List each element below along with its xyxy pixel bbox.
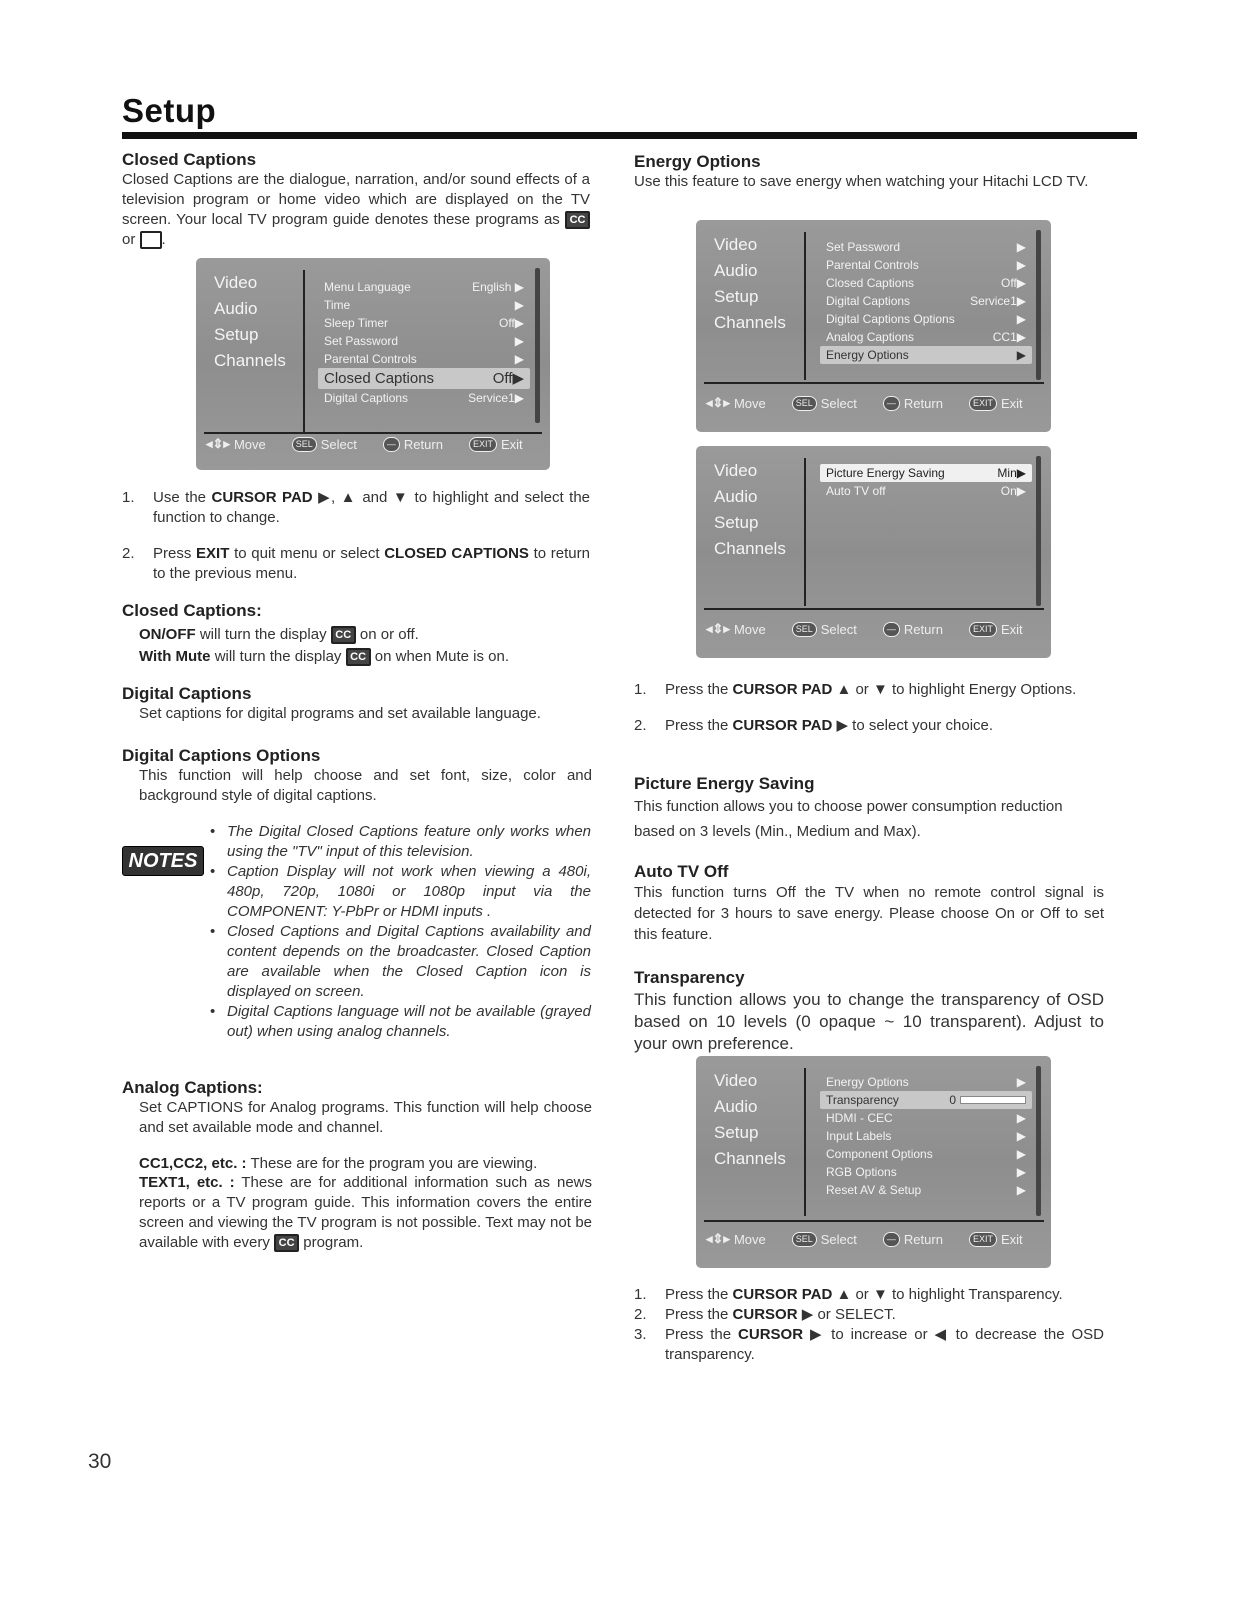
transparency-step-2: 2. Press the CURSOR ▶ or SELECT.: [634, 1306, 896, 1323]
return-key-icon: —: [883, 1232, 900, 1247]
osd-main-setup[interactable]: Setup: [214, 325, 259, 344]
osd-main-menu: [214, 270, 286, 374]
osd-item[interactable]: Set Password ▶: [826, 240, 1026, 254]
cursor-icon: ◂⇕▸: [706, 621, 730, 636]
auto-tv-off-heading: Auto TV Off: [634, 862, 729, 881]
osd-submenu: [318, 278, 530, 407]
osd-item[interactable]: Digital Captions Service1▶: [826, 294, 1026, 308]
energy-options-heading: Energy Options: [634, 152, 761, 171]
osd-submenu: [820, 1073, 1032, 1199]
osd-scrollbar[interactable]: [1036, 230, 1041, 380]
transparency-steps: [634, 1285, 1104, 1365]
osd-main-setup[interactable]: Setup: [714, 513, 759, 532]
exit-hint: EXIT Exit: [969, 1232, 1023, 1247]
energy-options-text: Use this feature to save energy when watching your Hitachi LCD TV.: [634, 173, 1089, 190]
title-rule: [122, 132, 1137, 139]
energy-step-1: 1. Press the CURSOR PAD ▲ or ▼ to highlight Energy Options.: [634, 681, 1077, 698]
osd-scrollbar[interactable]: [1036, 1066, 1041, 1216]
cc-intro-text: Closed Captions are the dialogue, narration, and/or sound effects of a television program or home video which are displayed on the TV screen. Your local TV program guide denotes these programs: [122, 171, 590, 228]
osd-item[interactable]: Parental Controls ▶: [324, 352, 524, 366]
osd-footer: [706, 1231, 1023, 1247]
digital-captions-options-text: This function will help choose and set font, size, color and background style of digital captions.: [139, 767, 592, 804]
return-hint: — Return: [883, 1232, 943, 1247]
exit-hint: EXIT Exit: [969, 396, 1023, 411]
digital-captions-text: Set captions for digital programs and set available language.: [139, 705, 541, 722]
osd-footer-line: [704, 382, 1044, 384]
osd-item[interactable]: Input Labels ▶: [826, 1129, 1026, 1143]
text1-description: TEXT1, etc. : These are for additional information such as news reports or a TV program guide. This information covers the entire screen and viewing the TV program is not possible. Text may not be available with every CC program.: [139, 1174, 592, 1251]
transparency-slider[interactable]: [960, 1096, 1026, 1104]
analog-captions-heading: Analog Captions:: [122, 1078, 263, 1097]
osd-footer: [706, 395, 1023, 411]
analog-captions-text: Set CAPTIONS for Analog programs. This function will help choose and set available mode and channel.: [139, 1099, 592, 1136]
page-number: 30: [88, 1450, 112, 1473]
cc-icon: CC: [565, 211, 590, 229]
osd-menu-picture-energy: [696, 446, 1051, 658]
osd-item-selected[interactable]: Closed Captions Off▶: [318, 368, 530, 389]
cc-or-text: or: [122, 231, 136, 248]
osd-item[interactable]: Closed Captions Off▶: [826, 276, 1026, 290]
osd-main-channels[interactable]: Channels: [714, 539, 786, 558]
with-mute-line: With Mute will turn the display CC on when Mute is on.: [139, 648, 510, 665]
exit-key-icon: EXIT: [469, 437, 497, 452]
osd-footer: [206, 436, 523, 452]
return-hint: — Return: [883, 396, 943, 411]
osd-scrollbar[interactable]: [535, 268, 540, 423]
osd-main-audio[interactable]: Audio: [214, 299, 258, 318]
caption-box-icon: [140, 231, 162, 249]
osd-main-menu: [714, 458, 786, 562]
return-key-icon: —: [883, 622, 900, 637]
transparency-step-3: 3. Press the CURSOR ▶ to increase or ◀ to decrease the OSD transparency.: [634, 1326, 1105, 1363]
cc-icon: CC: [274, 1234, 299, 1252]
exit-hint: EXIT Exit: [969, 622, 1023, 637]
osd-item[interactable]: Menu Language English ▶: [324, 280, 524, 294]
picture-energy-saving-text: This function allows you to choose power consumption reduction based on 3 levels (Min., Medium and Max).: [634, 798, 1063, 840]
osd-menu-closed-captions: [196, 258, 550, 470]
osd-divider: [804, 232, 806, 380]
note-item: • Digital Captions language will not be available (grayed out) when using analog channels.: [210, 1002, 591, 1042]
osd-item[interactable]: Reset AV & Setup ▶: [826, 1183, 1026, 1197]
osd-item[interactable]: Energy Options ▶: [826, 1075, 1026, 1089]
cc-step-1: 1. Use the CURSOR PAD ▶, ▲ and ▼ to highlight and select the function to change.: [122, 489, 591, 526]
return-key-icon: —: [883, 396, 900, 411]
closed-captions-options: [122, 624, 592, 668]
notes-badge: NOTES: [122, 846, 204, 876]
cursor-icon: ◂⇕▸: [206, 436, 230, 451]
notes-list: [210, 822, 591, 1042]
osd-main-audio[interactable]: Audio: [714, 261, 758, 280]
return-hint: — Return: [383, 437, 443, 452]
osd-main-video[interactable]: Video: [714, 1071, 758, 1090]
auto-tv-off-text: This function turns Off the TV when no remote control signal is detected for 3 hours to save energy. Please choose On or Off to set this feature.: [634, 884, 1104, 943]
osd-main-channels[interactable]: Channels: [714, 1149, 786, 1168]
osd-main-audio[interactable]: Audio: [714, 1097, 758, 1116]
osd-item[interactable]: Analog Captions CC1▶: [826, 330, 1026, 344]
osd-item[interactable]: Sleep Timer Off▶: [324, 316, 524, 330]
sel-key-icon: SEL: [792, 1232, 817, 1247]
osd-divider: [804, 458, 806, 606]
cc-steps: [122, 488, 590, 584]
energy-step-2: 2. Press the CURSOR PAD ▶ to select your choice.: [634, 717, 994, 734]
cc-icon: CC: [331, 626, 356, 644]
osd-item[interactable]: Auto TV off On▶: [826, 484, 1026, 498]
osd-main-setup[interactable]: Setup: [714, 1123, 759, 1142]
osd-main-video[interactable]: Video: [214, 273, 258, 292]
osd-item[interactable]: Set Password ▶: [324, 334, 524, 348]
return-key-icon: —: [383, 437, 400, 452]
osd-main-menu: [714, 1068, 786, 1172]
sel-key-icon: SEL: [792, 622, 817, 637]
osd-item-selected[interactable]: Energy Options ▶: [820, 346, 1032, 364]
osd-main-video[interactable]: Video: [714, 235, 758, 254]
select-hint: SEL Select: [292, 437, 357, 452]
osd-item[interactable]: HDMI - CEC ▶: [826, 1111, 1026, 1125]
osd-item[interactable]: Digital Captions Options ▶: [826, 312, 1026, 326]
osd-divider: [804, 1068, 806, 1216]
osd-footer: [706, 621, 1023, 637]
energy-steps: [634, 680, 1104, 736]
onoff-line: ON/OFF will turn the display CC on or off.: [139, 626, 419, 643]
osd-main-channels[interactable]: Channels: [714, 313, 786, 332]
picture-energy-saving-heading: Picture Energy Saving: [634, 774, 815, 793]
osd-footer-line: [704, 1220, 1044, 1222]
osd-main-audio[interactable]: Audio: [714, 487, 758, 506]
osd-item[interactable]: Time ▶: [324, 298, 524, 312]
note-item: • Closed Captions and Digital Captions availability and content depends on the broadcaster. Closed Caption are available when the Closed Caption icon is displayed on screen.: [210, 922, 591, 1002]
osd-item[interactable]: Digital Captions Service1▶: [324, 391, 524, 405]
transparency-heading: Transparency: [634, 968, 745, 987]
cursor-icon: ◂⇕▸: [706, 395, 730, 410]
move-hint: ◂⇕▸ Move: [706, 621, 766, 637]
closed-captions-sub-heading: Closed Captions:: [122, 601, 262, 620]
closed-captions-heading: Closed Captions: [122, 150, 257, 169]
cc-step-2: 2. Press EXIT to quit menu or select CLOSED CAPTIONS to return to the previous menu.: [122, 545, 590, 582]
osd-main-menu: [714, 232, 786, 336]
osd-footer-line: [704, 608, 1044, 610]
osd-footer-line: [204, 432, 542, 434]
osd-menu-energy-options: [696, 220, 1051, 432]
closed-captions-intro: Closed Captions are the dialogue, narration, and/or sound effects of a television program or home video which are displayed on the TV screen. Your local TV program guide denotes these programs as CC or .: [122, 171, 590, 248]
digital-captions-heading: Digital Captions: [122, 684, 252, 703]
sel-key-icon: SEL: [292, 437, 317, 452]
osd-item[interactable]: Parental Controls ▶: [826, 258, 1026, 272]
move-hint: ◂⇕▸ Move: [206, 436, 266, 452]
osd-main-video[interactable]: Video: [714, 461, 758, 480]
exit-key-icon: EXIT: [969, 396, 997, 411]
transparency-step-1: 1. Press the CURSOR PAD ▲ or ▼ to highlight Transparency.: [634, 1286, 1063, 1303]
osd-menu-transparency: [696, 1056, 1051, 1268]
exit-hint: EXIT Exit: [469, 437, 523, 452]
sel-key-icon: SEL: [792, 396, 817, 411]
move-hint: ◂⇕▸ Move: [706, 395, 766, 411]
exit-key-icon: EXIT: [969, 622, 997, 637]
osd-main-channels[interactable]: Channels: [214, 351, 286, 370]
select-hint: SEL Select: [792, 396, 857, 411]
osd-item-selected[interactable]: Picture Energy Saving Min▶: [820, 464, 1032, 482]
cursor-icon: ◂⇕▸: [706, 1231, 730, 1246]
transparency-text: This function allows you to change the transparency of OSD based on 10 levels (0 opaque ~ 10 transparent). Adjust to your own preference.: [634, 990, 1104, 1053]
cc1-description: CC1,CC2, etc. : These are for the program you are viewing.: [139, 1155, 538, 1172]
osd-item[interactable]: Component Options ▶: [826, 1147, 1026, 1161]
select-hint: SEL Select: [792, 1232, 857, 1247]
cc-as-text: as: [543, 211, 560, 228]
select-hint: SEL Select: [792, 622, 857, 637]
note-item: • Caption Display will not work when viewing a 480i, 480p, 720p, 1080i or 1080p input via the COMPONENT: Y-PbPr or HDMI inputs .: [210, 862, 591, 922]
exit-key-icon: EXIT: [969, 1232, 997, 1247]
note-item: • The Digital Closed Captions feature only works when using the "TV" input of this television.: [210, 822, 591, 862]
osd-item[interactable]: RGB Options ▶: [826, 1165, 1026, 1179]
return-hint: — Return: [883, 622, 943, 637]
osd-submenu: [820, 238, 1032, 364]
osd-item-selected[interactable]: Transparency 0: [820, 1091, 1032, 1109]
osd-scrollbar[interactable]: [1036, 456, 1041, 606]
cc-icon: CC: [346, 648, 371, 666]
page-title: Setup: [122, 92, 217, 129]
osd-submenu: [820, 464, 1032, 500]
osd-main-setup[interactable]: Setup: [714, 287, 759, 306]
move-hint: ◂⇕▸ Move: [706, 1231, 766, 1247]
digital-captions-options-heading: Digital Captions Options: [122, 746, 321, 765]
osd-divider: [303, 270, 305, 432]
